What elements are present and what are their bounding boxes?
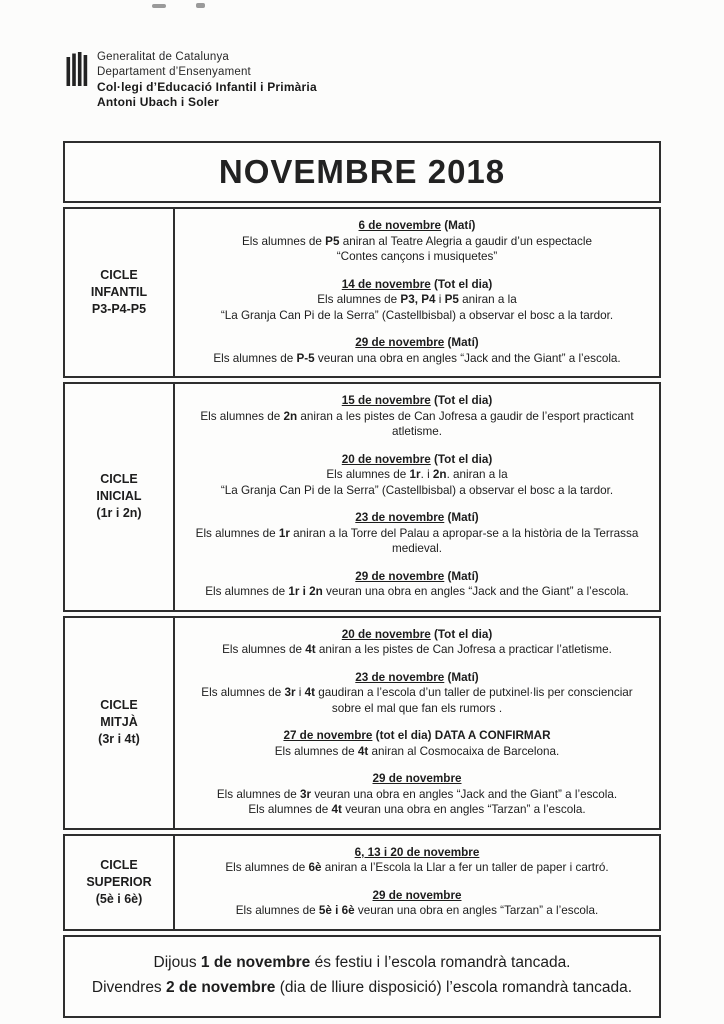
letterhead xyxy=(66,50,317,110)
emphasis-text: 1r xyxy=(409,468,421,481)
body-text: Els alumnes de xyxy=(248,803,332,816)
cycle-events xyxy=(175,209,659,376)
calendar-event xyxy=(183,771,651,818)
body-text: (dia de lliure disposició) l’escola romandrà tancada. xyxy=(275,978,633,996)
emphasis-text: DATA A CONFIRMAR xyxy=(434,729,551,742)
date-text: 29 de novembre xyxy=(355,569,445,583)
notice-footer xyxy=(63,935,661,1018)
event-text-line xyxy=(183,249,651,265)
body-text: Els alumnes de xyxy=(326,468,410,481)
event-text-line xyxy=(183,584,651,600)
date-text: 6, 13 i 20 de novembre xyxy=(354,845,480,859)
emphasis-text: (Tot el dia) xyxy=(430,394,493,407)
body-text: Els alumnes de xyxy=(242,234,326,248)
emphasis-text: (Matí) xyxy=(444,511,479,524)
cycle-label-line: (3r i 4t) xyxy=(98,732,140,746)
cycle-events xyxy=(175,618,659,828)
event-text-line xyxy=(183,467,651,483)
calendar-event xyxy=(183,888,651,919)
body-text: i xyxy=(435,293,445,306)
emphasis-text: (Tot el dia) xyxy=(430,627,493,641)
event-text-line xyxy=(183,351,651,367)
calendar-event xyxy=(183,569,651,600)
date-text: 14 de novembre xyxy=(341,277,431,291)
footer-notice-line xyxy=(75,953,649,973)
body-text: aniran al Cosmocaixa de Barcelona. xyxy=(368,744,560,758)
calendar-event xyxy=(183,728,651,759)
cycle-label-line: P3-P4-P5 xyxy=(91,302,147,316)
event-date-line xyxy=(183,888,651,904)
body-text: aniran al Teatre Alegria a gaudir d’un espectacle xyxy=(339,234,592,248)
event-text-line xyxy=(183,292,651,308)
emphasis-text: 5è i 6è xyxy=(318,904,355,917)
cycle-label-line: CICLE xyxy=(100,698,138,712)
body-text: atletisme. xyxy=(391,425,442,438)
cycle-label-line: INFANTIL xyxy=(90,285,148,299)
date-text: 29 de novembre xyxy=(372,772,462,785)
event-text-line xyxy=(183,541,651,557)
event-text-line xyxy=(183,787,651,803)
date-text: 15 de novembre xyxy=(341,394,431,407)
cycle-events xyxy=(175,384,659,610)
letterhead-text xyxy=(97,50,317,110)
event-text-line xyxy=(183,744,651,760)
event-date-line xyxy=(183,569,651,585)
event-text-line xyxy=(183,424,651,440)
cycle-label xyxy=(65,209,175,376)
emphasis-text: 2 de novembre xyxy=(166,978,276,996)
page-title: NOVEMBRE 2018 xyxy=(218,153,506,190)
calendar-event xyxy=(183,670,651,717)
body-text: Els alumnes de xyxy=(225,861,309,874)
date-text: 23 de novembre xyxy=(355,670,445,684)
event-date-line xyxy=(183,510,651,526)
body-text: Dijous xyxy=(153,953,201,971)
body-text: Els alumnes de xyxy=(274,744,358,758)
emphasis-text: (Tot el dia) xyxy=(430,452,493,466)
cycle-label-line: SUPERIOR xyxy=(86,874,152,889)
generalitat-logo-icon xyxy=(66,50,88,110)
calendar-event xyxy=(183,393,651,440)
event-date-line xyxy=(183,393,651,409)
date-text: 27 de novembre xyxy=(283,729,373,742)
emphasis-text: 2n xyxy=(432,468,447,481)
cycle-row xyxy=(63,207,661,378)
body-text: Els alumnes de xyxy=(213,351,297,365)
body-text: Els alumnes de xyxy=(317,293,401,306)
body-text: Els alumnes de xyxy=(235,904,319,917)
event-text-line xyxy=(183,409,651,425)
event-date-line xyxy=(183,771,651,787)
body-text: Els alumnes de xyxy=(201,686,285,699)
calendar-event xyxy=(183,452,651,499)
body-text: veuran una obra en angles “Jack and the Giant” a l’escola. xyxy=(311,787,618,801)
cycle-label xyxy=(65,384,175,610)
cycle-label-line: (5è i 6è) xyxy=(95,891,143,906)
cycle-label xyxy=(65,836,175,929)
event-date-line xyxy=(183,728,651,744)
scan-artifact xyxy=(196,3,205,8)
body-text: aniran a la Torre del Palau a apropar-se a la història de la Terrassa xyxy=(289,526,639,540)
calendar-event xyxy=(183,510,651,557)
emphasis-text: P5 xyxy=(325,234,340,248)
body-text: és festiu i l’escola romandrà tancada. xyxy=(310,953,571,971)
emphasis-text: 1r xyxy=(278,526,290,540)
body-text: aniran a les pistes de Can Jofresa a gaudir de l’esport practicant xyxy=(297,409,634,423)
event-text-line xyxy=(183,526,651,542)
body-text: veuran una obra en angles “Tarzan” a l’escola. xyxy=(354,904,599,917)
event-date-line xyxy=(183,335,651,351)
cycle-label xyxy=(65,618,175,828)
emphasis-text: 1r i 2n xyxy=(288,585,323,598)
calendar-event xyxy=(183,845,651,876)
body-text: aniran a l’Escola la Llar a fer un taller de paper i cartró. xyxy=(321,861,609,874)
calendar-event xyxy=(183,627,651,658)
calendar-document xyxy=(63,141,661,1022)
event-date-line xyxy=(183,277,651,293)
cycle-label-line: CICLE xyxy=(100,857,138,872)
body-text: Els alumnes de xyxy=(216,787,301,801)
event-text-line xyxy=(183,802,651,818)
date-text: 29 de novembre xyxy=(355,336,445,349)
event-date-line xyxy=(183,627,651,643)
footer-notice-line xyxy=(75,978,649,998)
emphasis-text: 4t xyxy=(304,686,316,699)
body-text: Els alumnes de xyxy=(200,409,284,423)
date-text: 23 de novembre xyxy=(355,511,445,524)
body-text: . i xyxy=(420,468,433,481)
body-text: . aniran a la xyxy=(446,468,508,481)
emphasis-text: (Matí) xyxy=(441,219,476,232)
calendar-table xyxy=(63,207,661,931)
date-text: 6 de novembre xyxy=(358,219,442,232)
month-title-box xyxy=(63,141,661,203)
body-text: medieval. xyxy=(391,542,443,555)
body-text: aniran a la xyxy=(458,293,517,306)
date-text: 29 de novembre xyxy=(372,888,462,902)
emphasis-text: 2n xyxy=(283,409,298,423)
date-text: 20 de novembre xyxy=(341,627,431,641)
event-text-line xyxy=(183,234,651,250)
emphasis-text: 4t xyxy=(331,803,342,816)
body-text: veuran una obra en angles “Jack and the Giant” a l’escola. xyxy=(322,585,629,598)
emphasis-text: (Matí) xyxy=(444,569,479,583)
emphasis-text: 6è xyxy=(308,861,322,874)
event-text-line xyxy=(183,685,651,701)
body-text: i xyxy=(295,686,305,699)
body-text: “La Granja Can Pi de la Serra” (Castellbisbal) a observar el bosc a la tardor. xyxy=(220,308,614,322)
body-text: sobre el mal que fan els rumors . xyxy=(331,701,503,715)
emphasis-text: P5 xyxy=(444,293,459,306)
school-name-line2: Antoni Ubach i Soler xyxy=(97,95,220,109)
cycle-row xyxy=(63,834,661,931)
event-text-line xyxy=(183,903,651,919)
event-date-line xyxy=(183,452,651,468)
emphasis-text: 4t xyxy=(305,643,316,656)
cycle-row xyxy=(63,382,661,612)
cycle-label-line: INICIAL xyxy=(96,489,142,504)
emphasis-text: (Tot el dia) xyxy=(430,277,493,291)
body-text: Els alumnes de xyxy=(205,585,289,598)
department-name: Departament d’Ensenyament xyxy=(97,66,251,78)
body-text: “Contes cançons i musiquetes” xyxy=(336,250,498,263)
date-text: 20 de novembre xyxy=(341,452,431,466)
emphasis-text: 1 de novembre xyxy=(200,953,311,971)
calendar-event xyxy=(183,218,651,265)
cycle-label-line: CICLE xyxy=(100,472,138,487)
body-text: aniran a les pistes de Can Jofresa a practicar l’atletisme. xyxy=(315,643,612,656)
calendar-event xyxy=(183,277,651,324)
emphasis-text: (Matí) xyxy=(444,336,479,349)
cycle-label-line: (1r i 2n) xyxy=(96,506,142,521)
body-text: veuran una obra en angles “Tarzan” a l’escola. xyxy=(341,803,586,816)
cycle-row xyxy=(63,616,661,830)
emphasis-text: (tot el dia) xyxy=(372,729,435,742)
emphasis-text: 3r xyxy=(284,686,296,699)
event-date-line xyxy=(183,670,651,686)
event-text-line xyxy=(183,642,651,658)
event-text-line xyxy=(183,483,651,499)
emphasis-text: 4t xyxy=(357,744,369,758)
emphasis-text: P3, P4 xyxy=(400,293,436,306)
body-text: gaudiran a l’escola d’un taller de putxinel·lis per conscienciar xyxy=(315,686,633,699)
emphasis-text: (Matí) xyxy=(444,670,479,684)
event-text-line xyxy=(183,701,651,717)
emphasis-text: 3r xyxy=(300,787,312,801)
body-text: Divendres xyxy=(91,978,166,996)
cycle-label-line: MITJÀ xyxy=(100,715,138,729)
body-text: veuran una obra en angles “Jack and the Giant” a l’escola. xyxy=(314,351,621,365)
body-text: “La Granja Can Pi de la Serra” (Castellbisbal) a observar el bosc a la tardor. xyxy=(220,483,614,497)
event-date-line xyxy=(183,218,651,234)
cycle-events xyxy=(175,836,659,929)
body-text: Els alumnes de xyxy=(195,526,279,540)
event-date-line xyxy=(183,845,651,861)
emphasis-text: P-5 xyxy=(296,351,315,365)
org-name: Generalitat de Catalunya xyxy=(97,51,230,63)
calendar-event xyxy=(183,335,651,366)
school-name: Col·legi d’Educació Infantil i Primària xyxy=(97,80,317,94)
event-text-line xyxy=(183,860,651,876)
event-text-line xyxy=(183,308,651,324)
cycle-label-line: CICLE xyxy=(100,268,138,282)
body-text: Els alumnes de xyxy=(222,643,306,656)
scan-artifact xyxy=(152,4,166,8)
